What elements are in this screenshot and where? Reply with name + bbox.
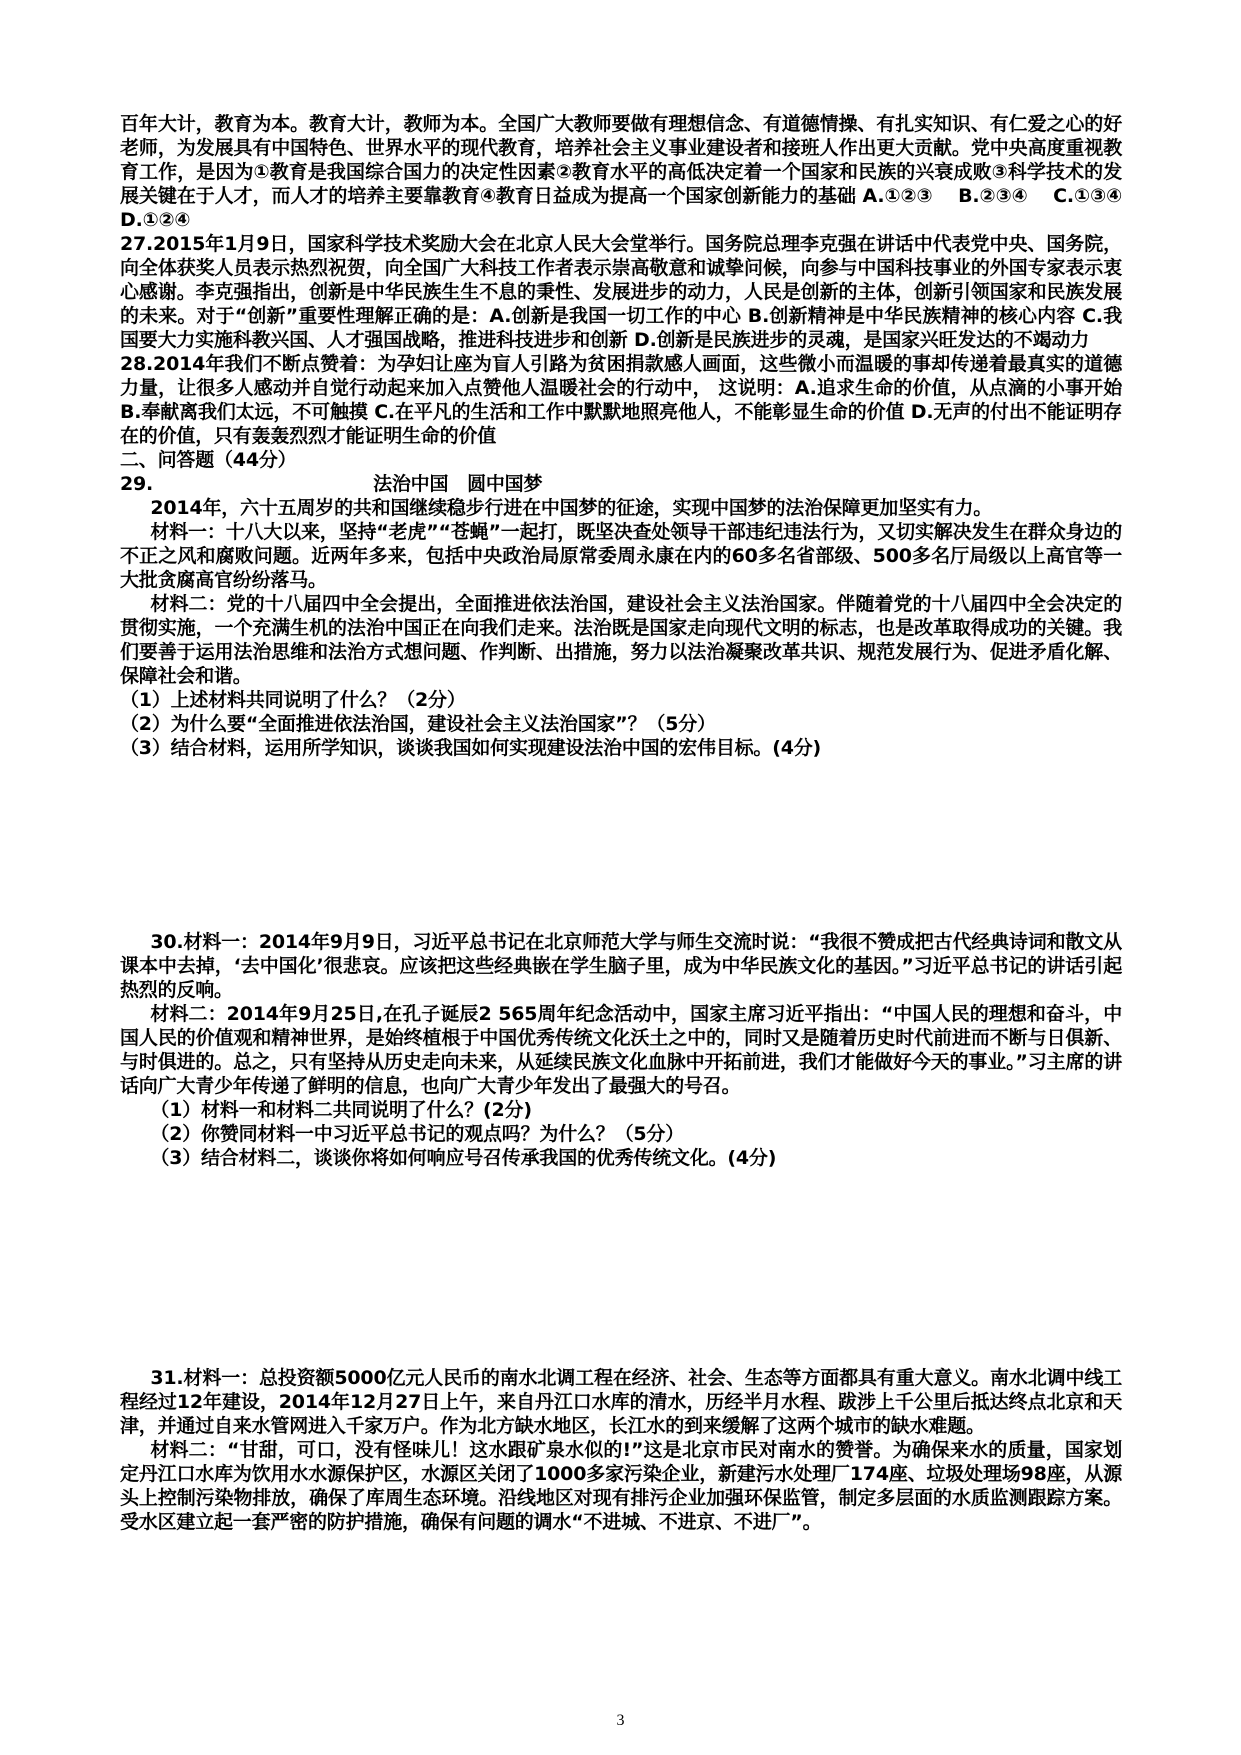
- q29-sub-1: （1）上述材料共同说明了什么？（2分）: [120, 689, 466, 711]
- q29-sub-2: （2）为什么要“全面推进依法治国，建设社会主义法治国家”？（5分）: [120, 713, 716, 735]
- answer-space: [120, 1170, 1122, 1366]
- q29-sub-3: （3）结合材料，运用所学知识，谈谈我国如何实现建设法治中国的宏伟目标。(4分): [120, 737, 822, 759]
- q29-material-1: 材料一：十八大以来，坚持“老虎”“苍蝇”一起打，既坚决查处领导干部违纪违法行为，又切实解决发生在群众身边的不正之风和腐败问题。近两年多来，包括中央政治局原常委周永康在内的60多名省部级、500多名厅局级以上高官等一大批贪腐高官纷纷落马。: [120, 521, 1122, 591]
- q30-sub-1: （1）材料一和材料二共同说明了什么？(2分): [150, 1099, 532, 1121]
- q31-material-2: 材料二：“甘甜，可口，没有怪味儿！这水跟矿泉水似的!”这是北京市民对南水的赞誉。为确保来水的质量，国家划定丹江口水库为饮用水水源保护区，水源区关闭了1000多家污染企业，新建污水处理厂174座、垃圾处理场98座，从源头上控制污染物排放，确保了库周生态环境。沿线地区对现有排污企业加强环保监管，制定多层面的水质监测跟踪方案。受水区建立起一套严密的防护措施，确保有问题的调水“不进城、不进京、不进厂”。: [120, 1439, 1122, 1533]
- q29-number: 29.: [120, 473, 154, 495]
- q29-intro: 2014年，六十五周岁的共和国继续稳步行进在中国梦的征途，实现中国梦的法治保障更加坚实有力。: [150, 497, 993, 519]
- q30-sub-2: （2）你赞同材料一中习近平总书记的观点吗？为什么？（5分）: [150, 1123, 685, 1145]
- document-page: [120, 112, 1148, 1534]
- q29-title: 法治中国 圆中国梦: [373, 473, 543, 495]
- page-number: 3: [616, 1712, 625, 1729]
- q30-material-2: 材料二：2014年9月25日,在孔子诞辰2 565周年纪念活动中，国家主席习近平指出：“中国人民的理想和奋斗，中国人民的价值观和精神世界，是始终植根于中国优秀传统文化沃土之中的，同时又是随着历史时代前进而不断与日俱新、与时俱进的。总之，只有坚持从历史走向未来，从延续民族文化血脉中开拓前进，我们才能做好今天的事业。”习主席的讲话向广大青少年传递了鲜明的信息，也向广大青少年发出了最强大的号召。: [120, 1003, 1122, 1097]
- q28-text: 28.2014年我们不断点赞着：为孕妇让座为盲人引路为贫困捐款感人画面，这些微小而温暖的事却传递着最真实的道德力量，让很多人感动并自觉行动起来加入点赞他人温暖社会的行动中， 这说明：A.追求生命的价值，从点滴的小事开始 B.奉献离我们太远，不可触摸 C.在平凡的生活和工作中默默地照亮他人，不能彰显生命的价值 D.无声的付出不能证明存在的价值，只有轰轰烈烈才能证明生命的价值: [120, 353, 1122, 447]
- answer-space: [120, 760, 1122, 930]
- q27-text: 27.2015年1月9日，国家科学技术奖励大会在北京人民大会堂举行。国务院总理李克强在讲话中代表党中央、国务院，向全体获奖人员表示热烈祝贺，向全国广大科技工作者表示崇高敬意和诚挚问候，向参与中国科技事业的外国专家表示衷心感谢。李克强指出，创新是中华民族生生不息的秉性、发展进步的动力，人民是创新的主体，创新引领国家和民族发展的未来。对于“创新”重要性理解正确的是：A.创新是我国一切工作的中心 B.创新精神是中华民族精神的核心内容 C.我国要大力实施科教兴国、人才强国战略，推进科技进步和创新 D.创新是民族进步的灵魂，是国家兴旺发达的不竭动力: [120, 233, 1122, 351]
- q29-title-line: [120, 472, 1122, 496]
- q29-material-2: 材料二：党的十八届四中全会提出，全面推进依法治国，建设社会主义法治国家。伴随着党的十八届四中全会决定的贯彻实施，一个充满生机的法治中国正在向我们走来。法治既是国家走向现代文明的标志，也是改革取得成功的关键。我们要善于运用法治思维和法治方式想问题、作判断、出措施，努力以法治凝聚改革共识、规范发展行为、促进矛盾化解、保障社会和谐。: [120, 593, 1122, 687]
- section-heading: 二、问答题（44分）: [120, 449, 297, 471]
- q31-material-1: 31.材料一：总投资额5000亿元人民币的南水北调工程在经济、社会、生态等方面都具有重大意义。南水北调中线工程经过12年建设，2014年12月27日上午，来自丹江口水库的清水，历经半月水程、跋涉上千公里后抵达终点北京和天津，并通过自来水管网进入千家万户。作为北方缺水地区，长江水的到来缓解了这两个城市的缺水难题。: [120, 1367, 1122, 1437]
- q26-text: 百年大计，教育为本。教育大计，教师为本。全国广大教师要做有理想信念、有道德情操、有扎实知识、有仁爱之心的好老师，为发展具有中国特色、世界水平的现代教育，培养社会主义事业建设者和接班人作出更大贡献。党中央高度重视教育工作，是因为①教育是我国综合国力的决定性因素②教育水平的高低决定着一个国家和民族的兴衰成败③科学技术的发展关键在于人才，而人才的培养主要靠教育④教育日益成为提高一个国家创新能力的基础 A.①②③ B.②③④ C.①③④ D.①②④: [120, 113, 1148, 231]
- q30-material-1: 30.材料一：2014年9月9日，习近平总书记在北京师范大学与师生交流时说：“我很不赞成把古代经典诗词和散文从课本中去掉，‘去中国化’很悲哀。应该把这些经典嵌在学生脑子里，成为中华民族文化的基因。”习近平总书记的讲话引起热烈的反响。: [120, 931, 1122, 1001]
- q30-sub-3: （3）结合材料二，谈谈你将如何响应号召传承我国的优秀传统文化。(4分): [150, 1147, 777, 1169]
